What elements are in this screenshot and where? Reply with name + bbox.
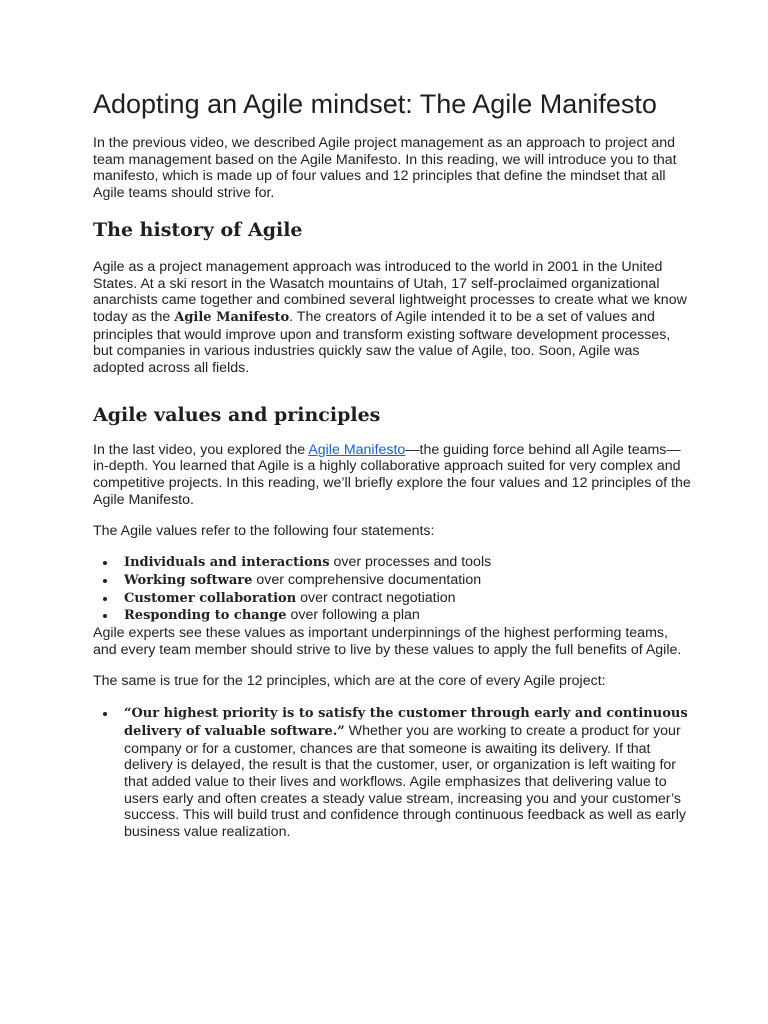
- values-text-start: In the last video, you explored the: [93, 441, 309, 458]
- list-item: [93, 572, 693, 590]
- agile-manifesto-bold: Agile Manifesto: [174, 309, 290, 325]
- value-bold: Individuals and interactions: [124, 555, 330, 571]
- history-paragraph: [93, 259, 693, 377]
- value-bold: Customer collaboration: [124, 590, 297, 606]
- values-after-paragraph: Agile experts see these values as important underpinnings of the highest performing teams, and every team member should strive to live by these values to apply the full benefits of Agile.: [93, 625, 682, 658]
- list-item: [93, 607, 693, 625]
- value-rest: over comprehensive documentation: [252, 571, 482, 588]
- values-list-intro: The Agile values refer to the following four statements:: [93, 522, 435, 539]
- value-rest: over processes and tools: [329, 554, 492, 571]
- history-text-start: Agile as a project management approach was introduced to the world in 2001 in the United States. At a ski resort in the Wasatch mountains of Utah, 17 self-proclaimed organizational anarchists came together and combined several lightweight processes to create what we know today as the: [93, 258, 687, 325]
- list-item: [93, 590, 693, 608]
- page-title: Adopting an Agile mindset: The Agile Manifesto: [93, 89, 657, 119]
- principle-rest: Whether you are working to create a product for your company or for a customer, chances are that someone is awaiting its delivery. If that delivery is delayed, the result is that the customer, user, or organization is left waiting for that added value to their lives and workflows. Agile emphasizes that delivering value to users early and often creates a steady value stream, increasing you and your customer’s success. This will build trust and confidence through continuous feedback as well as early business value realization.: [124, 722, 687, 841]
- values-list: [93, 554, 693, 625]
- document-page: [93, 88, 693, 841]
- agile-manifesto-link[interactable]: Agile Manifesto: [308, 441, 406, 458]
- principle-bold: “Our highest priority is to satisfy the customer through early and continuous delivery of valuable software.”: [124, 706, 688, 739]
- principles-list: [93, 705, 693, 841]
- values-principles-heading: Agile values and principles: [93, 403, 381, 426]
- list-item: [93, 554, 693, 572]
- principles-intro: The same is true for the 12 principles, which are at the core of every Agile project:: [93, 673, 606, 690]
- intro-paragraph: In the previous video, we described Agile project management as an approach to project and team management based on the Agile Manifesto. In this reading, we will introduce you to that manifesto, which is made up of four values and 12 principles that define the mindset that all Agile teams should strive for.: [93, 135, 677, 202]
- history-heading: The history of Agile: [93, 218, 303, 241]
- values-text-end: —the guiding force behind all Agile teams—in-depth. You learned that Agile is a highly collaborative approach suited for very complex and competitive projects. In this reading, we’ll briefly explore the four values and 12 principles of the Agile Manifesto.: [93, 441, 691, 508]
- list-item: [93, 705, 693, 841]
- value-rest: over contract negotiation: [296, 589, 456, 606]
- value-bold: Responding to change: [124, 608, 287, 624]
- values-intro-paragraph: [93, 442, 693, 509]
- history-text-end: . The creators of Agile intended it to be a set of values and principles that would improve upon and transform existing software development processes, but companies in various industries quickly saw the value of Agile, too. Soon, Agile was adopted across all fields.: [93, 308, 671, 377]
- value-bold: Working software: [124, 572, 253, 588]
- value-rest: over following a plan: [286, 607, 420, 624]
